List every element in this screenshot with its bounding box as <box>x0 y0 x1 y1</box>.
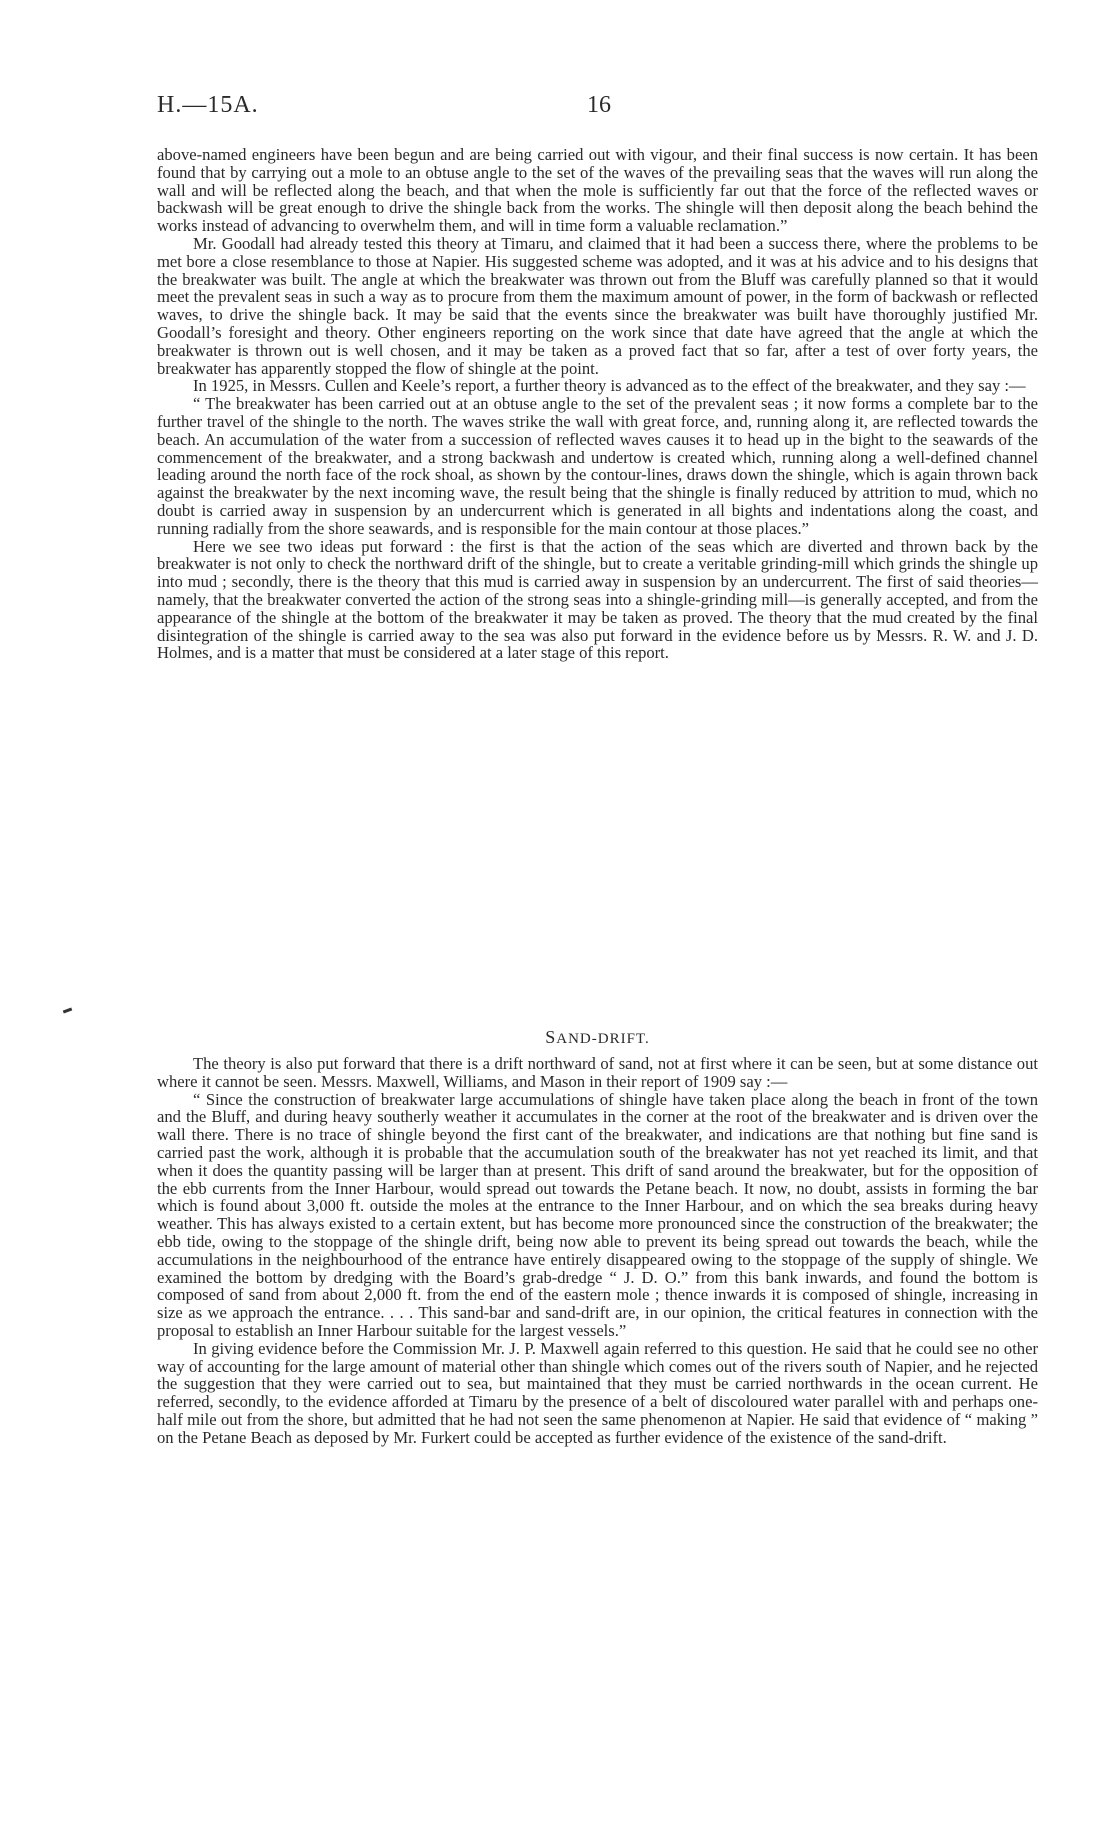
section-heading-initial: S <box>545 1027 557 1047</box>
paragraph: In 1925, in Messrs. Cullen and Keele’s report, a further theory is advanced as to the effect of the breakwater, and they say :— <box>193 376 1026 396</box>
quoted-paragraph: “ The breakwater has been carried out at an obtuse angle to the set of the prevalent seas ; it now forms a complete bar to the further travel of the shingle to the north. The waves strike the wall with great force, and, running along it, are reflected towards the beach. An accumulation of the water from a succession of reflected waves causes it to head up in the bight to the seawards of the commencement of the breakwater, and a strong backwash and undertow is created which, running along a well-defined channel leading around the north face of the rock shoal, as shown by the contour-lines, draws down the shingle, which is again thrown back against the breakwater by the next incoming wave, the result being that the shingle is finally reduced by attrition to mud, which no doubt is carried away in suspension by an undercurrent which is generated in all bights and indentations along the coast, and running radially from the shore seawards, and is responsible for the main contour at those places.” <box>157 394 1038 538</box>
paragraph: above-named engineers have been begun and are being carried out with vigour, and their final success is now certain. It has been found that by carrying out a mole to an obtuse angle to the set of the waves of the prevailing seas that the waves will run along the wall and will be reflected along the beach, and that when the mole is sufficiently far out that the force of the reflected waves or backwash will be great enough to drive the shingle back from the works. The shingle will then deposit along the beach behind the works instead of advancing to overwhelm them, and will in time form a valuable reclamation.” <box>157 145 1038 236</box>
body-text-top <box>157 146 1038 662</box>
body-text-bottom <box>157 1055 1038 1447</box>
section-heading <box>157 1027 1038 1048</box>
paragraph: In giving evidence before the Commission Mr. J. P. Maxwell again referred to this question. He said that he could see no other way of accounting for the large amount of material other than shingle which comes out of the rivers south of Napier, and he rejected the suggestion that they were carried out to sea, but maintained that they must be carried northwards in the ocean current. He referred, secondly, to the evidence afforded at Timaru by the presence of a belt of discoloured water parallel with and perhaps one-half mile out from the shore, but admitted that he had not seen the same phenomenon at Napier. He said that evidence of “ making ” on the Petane Beach as deposed by Mr. Furkert could be accepted as further evidence of the existence of the sand-drift. <box>157 1338 1038 1447</box>
page-number: 16 <box>587 92 611 118</box>
margin-mark <box>63 1008 72 1014</box>
quoted-paragraph: “ Since the construction of breakwater large accumulations of shingle have taken place along the beach in front of the town and the Bluff, and during heavy southerly weather it accumulates in the corner at the root of the breakwater and is driven over the wall there. There is no trace of shingle beyond the first cant of the breakwater, and indications are that nothing but fine sand is carried past the work, although it is probable that the accumulation south of the breakwater has not yet reached its limit, and that when it does the quantity passing will be larger than at present. This drift of sand around the breakwater, but for the opposition of the ebb currents from the Inner Harbour, would spread out towards the Petane beach. It now, no doubt, assists in forming the bar which is found about 3,000 ft. outside the moles at the entrance to the Inner Harbour, and on which the sea breaks during heavy weather. This has always existed to a certain extent, but has become more pronounced since the construction of the breakwater; the ebb tide, owing to the stoppage of the shingle drift, being now able to prevent its being spread out towards the beach, while the accumulations in the neighbourhood of the entrance have entirely disappeared owing to the stoppage of the supply of shingle. We examined the bottom by dredging with the Board’s grab-dredge “ J. D. O.” from this bank inwards, and found the bottom is composed of sand from about 2,000 ft. from the end of the eastern mole ; thence inwards it is composed of shingle, increasing in size as we approach the entrance. . . . This sand-bar and sand-drift are, in our opinion, the critical features in connection with the proposal to establish an Inner Harbour suitable for the largest vessels.” <box>157 1089 1038 1340</box>
document-code: H.—15A. <box>157 92 259 118</box>
section-heading-rest: AND-DRIFT. <box>556 1031 650 1047</box>
paragraph: Mr. Goodall had already tested this theory at Timaru, and claimed that it had been a success there, where the problems to be met bore a close resemblance to those at Napier. His suggested scheme was adopted, and it was at his advice and to his designs that the breakwater was built. The angle at which the breakwater was thrown out from the Bluff was carefully planned so that it would meet the prevalent seas in such a way as to procure from them the maximum amount of power, in the form of backwash or reflected waves, to drive the shingle back. It may be said that the events since the breakwater was built have thoroughly justified Mr. Goodall’s foresight and theory. Other engineers reporting on the work since that date have agreed that the angle at which the breakwater is thrown out is well chosen, and it may be taken as a proved fact that so far, after a test of over forty years, the breakwater has apparently stopped the flow of shingle at the point. <box>157 233 1038 378</box>
paragraph: Here we see two ideas put forward : the first is that the action of the seas which are diverted and thrown back by the breakwater is not only to check the northward drift of the shingle, but to create a veritable grinding-mill which grinds the shingle up into mud ; secondly, there is the theory that this mud is carried away in suspension by an undercurrent. The first of said theories—namely, that the breakwater converted the action of the strong seas into a shingle-grinding mill—is generally accepted, and from the appearance of the shingle at the bottom of the breakwater it may be taken as proved. The theory that the mud created by the final disintegration of the shingle is carried away to the sea was also put forward in the evidence before us by Messrs. R. W. and J. D. Holmes, and is a matter that must be considered at a later stage of this report. <box>157 536 1038 663</box>
paragraph: The theory is also put forward that there is a drift northward of sand, not at first where it can be seen, but at some distance out where it cannot be seen. Messrs. Maxwell, Williams, and Mason in their report of 1909 say :— <box>157 1054 1038 1091</box>
page-header <box>157 92 1037 122</box>
